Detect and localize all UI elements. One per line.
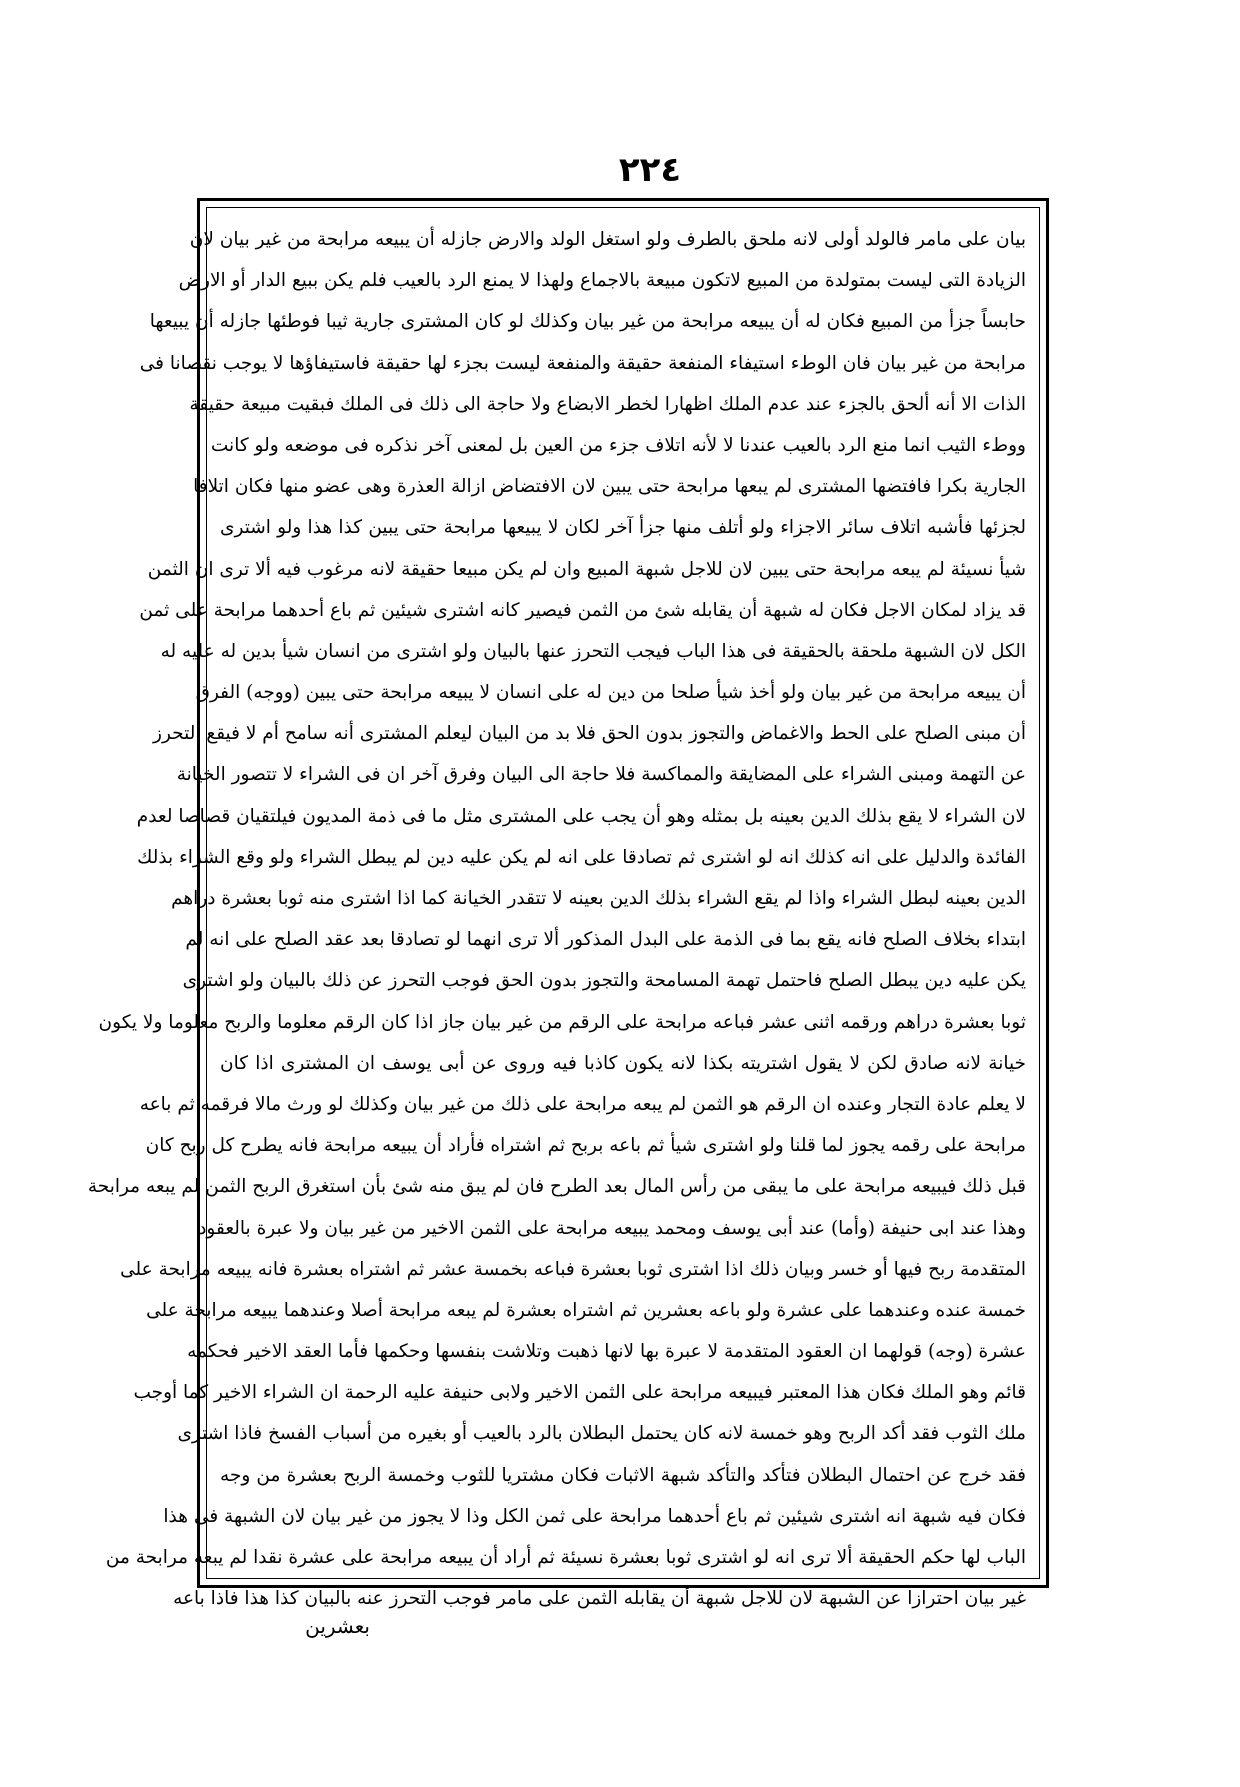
page-number: ٢٢٤ [618,150,682,190]
text-line: الكل لان الشبهة ملحقة بالحقيقة فى هذا الباب فيجب التحرز عنها بالبيان ولو اشترى من انسان شيأ بدين له عليه له [160,640,1026,662]
text-line: يكن عليه دين يبطل الصلح فاحتمل تهمة المسامحة والتجوز بدون الحق فوجب التحرز عن ذلك بالبيان ولو اشترى [182,970,1026,992]
text-line: فكان فيه شبهة انه اشترى شيئين ثم باع أحدهما مرابحة على ثمن الكل وذا لا يجوز من غير بيان لان الشبهة فى هذا [163,1505,1026,1527]
text-line: مرابحة على رقمه يجوز لما قلنا ولو اشترى شيأ ثم باعه بربح ثم اشتراه فأراد أن يبيعه مرابحة فانه يطرح كل ربح كان [145,1135,1026,1157]
text-line: غير بيان احترازا عن الشبهة لان للاجل شبهة أن يقابله الثمن على مامر فوجب التحرز عنه بالبيان كذا هذا فاذا باعه [173,1588,1026,1610]
text-line: لجزئها فأشبه اتلاف سائر الاجزاء ولو أتلف منها جزأ آخر لكان لا يبيعها مرابحة حتى يبين كذا هذا ولو اشترى [220,517,1026,539]
text-line: قد يزاد لمكان الاجل فكان له شبهة أن يقابله شئ من الثمن فيصير كانه اشترى شيئين ثم باع أحدهما مرابحة على ثمن [139,599,1026,621]
text-line: مرابحة من غير بيان فان الوطء استيفاء المنفعة حقيقة والمنفعة ليست بجزء لها حقيقة فاستيفاؤها لا يوجب نقصانا فى [139,352,1026,374]
catchword: بعشرين [305,1614,370,1638]
text-line: عشرة (وجه) قولهما ان العقود المتقدمة لا عبرة بها لانها ذهبت وتلاشت بنفسها وحكمها فأما العقد الاخير فحكمه [187,1341,1026,1363]
text-line: لا يعلم عادة التجار وعنده ان الرقم هو الثمن لم يبعه مرابحة على ذلك من غير بيان وكذلك لو ورث مالا فرقمه ثم باعه [139,1093,1026,1115]
text-line: فقد خرج عن احتمال البطلان فتأكد والتأكد شبهة الاثبات فكان مشتريا للثوب وخمسة الربح بعشرة من وجه [220,1464,1026,1486]
text-line: وهذا عند ابى حنيفة (وأما) عند أبى يوسف ومحمد يبيعه مرابحة على الثمن الاخير من غير بيان ولا عبرة بالعقود [198,1217,1026,1239]
text-line: ووطء الثيب انما منع الرد بالعيب عندنا لا لأنه اتلاف جزء من العين بل لمعنى آخر نذكره فى موضعه ولو كانت [210,434,1026,456]
text-line: الفائدة والدليل على انه كذلك انه لو اشترى ثم تصادقا على انه لم يكن عليه دين لم يبطل الشراء ولو وقع الشراء بذلك [137,846,1026,868]
text-line: أن مبنى الصلح على الحط والاغماض والتجوز بدون الحق فلا بد من البيان ليعلم المشترى أنه سامح أم لا فيقع التحرز [153,723,1026,745]
text-line: حابساً جزأ من المبيع فكان له أن يبيعه مرابحة من غير بيان وكذلك لو كان المشترى جارية ثيبا فوطئها جازله أن يبيعها [149,311,1026,333]
text-line: الجارية بكرا فافتضها المشترى لم يبعها مرابحة حتى يبين لان الافتضاض ازالة العذرة وهى عضو منها فكان اتلافا [193,476,1026,498]
text-line: شيأ نسيئة لم يبعه مرابحة حتى يبين لان للاجل شبهة المبيع وان لم يكن مبيعا حقيقة لانه مرغوب فيه ألا ترى ان الثمن [147,558,1026,580]
text-line: الباب لها حكم الحقيقة ألا ترى انه لو اشترى ثوبا بعشرة نسيئة ثم أراد أن يبيعه مرابحة على عشرة نقدا لم يبعه مرابحة من [105,1547,1026,1568]
text-line: ملك الثوب فقد أكد الربح وهو خمسة لانه كان يحتمل البطلان بالرد بالعيب أو بغيره من أسباب الفسخ فاذا اشترى [177,1423,1026,1445]
text-line: لان الشراء لا يقع بذلك الدين بعينه بل بمثله وهو أن يجب على المشترى مثل ما فى ذمة المديون فيلتقيان قصاصا لعدم [136,805,1026,827]
text-line: أن يبيعه مرابحة من غير بيان ولو أخذ شيأ صلحا من دين له على انسان لا يبيعه مرابحة حتى يبين (ووجه) الفرق [195,682,1026,704]
text-line: خمسة عنده وعندهما على عشرة ولو باعه بعشرين ثم اشتراه بعشرة لم يبعه مرابحة أصلا وعندهما يبيعه مرابحة على [146,1299,1026,1321]
text-line: بيان على مامر فالولد أولى لانه ملحق بالطرف ولو استغل الولد والارض جازله أن يبيعه مرابحة من غير بيان لان [189,229,1026,250]
text-line: قائم وهو الملك فكان هذا المعتبر فيبيعه مرابحة على الثمن الاخير ولابى حنيفة عليه الرحمة ان الشراء الاخير كما أوجب [133,1382,1026,1404]
text-line: ثوبا بعشرة دراهم ورقمه اثنى عشر فباعه مرابحة على الرقم من غير بيان جاز اذا كان الرقم معلوما والربح معلوما ولا يكون [98,1011,1026,1033]
text-line: عن التهمة ومبنى الشراء على المضايقة والمماكسة فلا حاجة الى البيان وفرق آخر ان فى الشراء لا تتصور الخيانة [176,764,1026,786]
text-line: المتقدمة ربح فيها أو خسر وبيان ذلك اذا اشترى ثوبا بعشرة فباعه بخمسة عشر ثم اشتراه بعشرة فانه يبيعه مرابحة على [120,1258,1026,1280]
body-text [87,219,1026,1610]
text-line: ابتداء بخلاف الصلح فانه يقع بما فى الذمة على البدل المذكور ألا ترى انهما لو تصادقا بعد عقد الصلح على انه لم [185,929,1026,951]
text-line: الذات الا أنه ألحق بالجزء عند عدم الملك اظهارا لخطر الابضاع ولا حاجة الى ذلك فى الملك فبقيت مبيعة حقيقة [189,393,1026,415]
text-line: خيانة لانه صادق لكن لا يقول اشتريته بكذا لانه يكون كاذبا فيه وروى عن أبى يوسف ان المشترى اذا كان [220,1052,1026,1074]
text-line: الزيادة التى ليست بمتولدة من المبيع لاتكون مبيعة بالاجماع ولهذا لا يمنع الرد بالعيب فلم يكن ببيع الدار أو الارض [178,270,1026,292]
text-line: الدين بعينه لبطل الشراء واذا لم يقع الشراء بذلك الدين بعينه لا تتقدر الخيانة كما اذا اشترى منه ثوبا بعشرة دراهم [171,888,1026,909]
text-line: قبل ذلك فيبيعه مرابحة على ما يبقى من رأس المال بعد الطرح فان لم يبق منه شئ بأن استغرق الربح الثمن لم يبعه مرابحة [87,1176,1026,1198]
